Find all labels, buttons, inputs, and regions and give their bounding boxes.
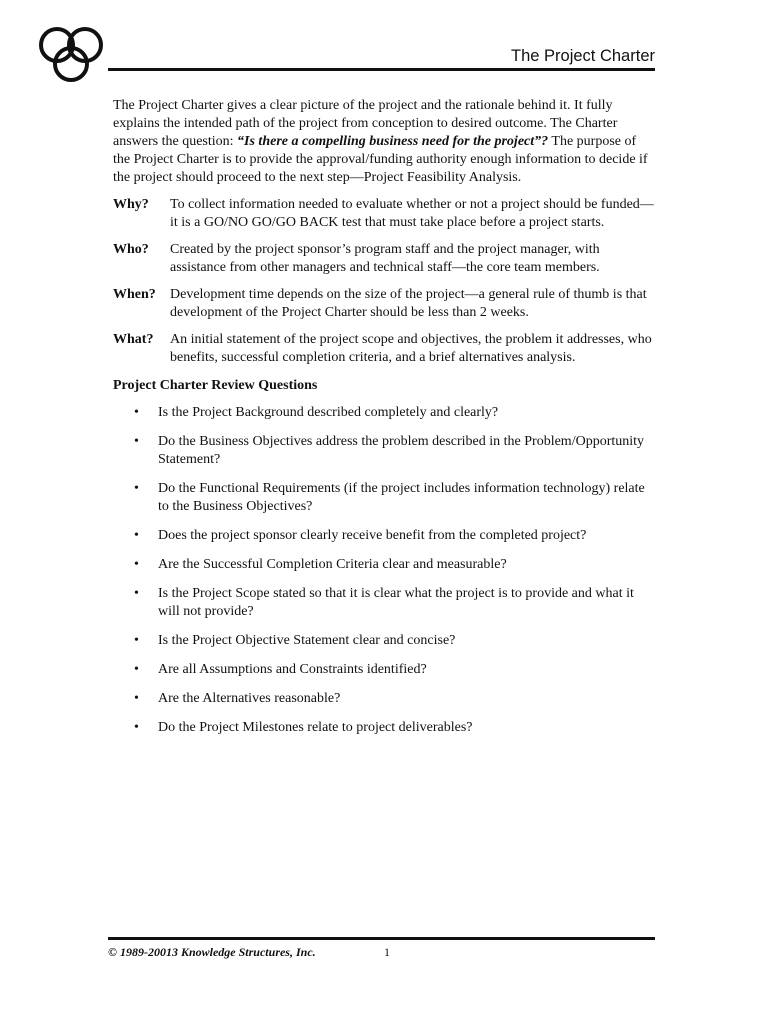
intro-text-after: The purpose of the Project Charter is to provide the approval/funding authority enough information to decide if the project should proceed to the next step—Project Feasibility Analysis. xyxy=(113,134,648,185)
qa-row-when xyxy=(113,286,656,322)
copyright-notice: © 1989-20013 Knowledge Structures, Inc. xyxy=(108,945,316,959)
bullet-icon: • xyxy=(134,720,139,735)
list-item xyxy=(113,433,656,469)
intro-question: “Is there a compelling business need for the project”? xyxy=(237,134,549,149)
review-questions-list xyxy=(113,404,656,737)
review-questions-heading: Project Charter Review Questions xyxy=(113,378,318,393)
qa-key: What? xyxy=(113,332,154,347)
question-text: Do the Functional Requirements (if the project includes information technology) relate to the Business Objectives? xyxy=(158,481,645,514)
question-text: Do the Business Objectives address the problem described in the Problem/Opportunity Statement? xyxy=(158,434,645,467)
list-item xyxy=(113,556,656,574)
list-item xyxy=(113,719,656,737)
page-title: The Project Charter xyxy=(511,47,655,65)
qa-row-who xyxy=(113,241,656,277)
bullet-icon: • xyxy=(134,691,139,706)
question-text: Are the Successful Completion Criteria clear and measurable? xyxy=(158,557,507,572)
qa-key: Why? xyxy=(113,197,149,212)
header-divider xyxy=(108,68,655,71)
list-item xyxy=(113,632,656,650)
bullet-icon: • xyxy=(134,528,139,543)
question-text: Is the Project Background described completely and clearly? xyxy=(158,405,499,420)
question-text: Is the Project Scope stated so that it is clear what the project is to provide and what it will not provide? xyxy=(158,586,634,619)
qa-text: Created by the project sponsor’s program staff and the project manager, with assistance from other managers and technical staff—the core team members. xyxy=(170,242,600,275)
intro-paragraph xyxy=(113,97,656,187)
rings-logo-icon xyxy=(38,24,106,82)
question-text: Are the Alternatives reasonable? xyxy=(158,691,341,706)
intro-text-before: The Project Charter gives a clear picture of the project and the rationale behind it. It fully explains the intended path of the project from conception to desired outcome. The Charter answers the question: xyxy=(113,98,618,149)
list-item xyxy=(113,661,656,679)
bullet-icon: • xyxy=(134,481,139,496)
qa-text: Development time depends on the size of the project—a general rule of thumb is that development of the Project Charter should be less than 2 weeks. xyxy=(170,287,647,320)
question-text: Is the Project Objective Statement clear and concise? xyxy=(158,633,456,648)
bullet-icon: • xyxy=(134,434,139,449)
question-text: Do the Project Milestones relate to project deliverables? xyxy=(158,720,473,735)
list-item xyxy=(113,585,656,621)
qa-row-what xyxy=(113,331,656,367)
qa-key: When? xyxy=(113,287,156,302)
list-item xyxy=(113,527,656,545)
bullet-icon: • xyxy=(134,557,139,572)
footer-divider xyxy=(108,937,655,940)
bullet-icon: • xyxy=(134,405,139,420)
question-text: Does the project sponsor clearly receive benefit from the completed project? xyxy=(158,528,587,543)
qa-row-why xyxy=(113,196,656,232)
bullet-icon: • xyxy=(134,586,139,601)
qa-text: An initial statement of the project scope and objectives, the problem it addresses, who benefits, successful completion criteria, and a brief alternatives analysis. xyxy=(170,332,652,365)
list-item xyxy=(113,690,656,708)
qa-key: Who? xyxy=(113,242,149,257)
list-item xyxy=(113,480,656,516)
document-body xyxy=(113,97,656,748)
bullet-icon: • xyxy=(134,662,139,677)
page-number: 1 xyxy=(384,945,390,959)
qa-text: To collect information needed to evaluate whether or not a project should be funded—it is a GO/NO GO/GO BACK test that must take place before a project starts. xyxy=(170,197,654,230)
list-item xyxy=(113,404,656,422)
question-text: Are all Assumptions and Constraints identified? xyxy=(158,662,427,677)
bullet-icon: • xyxy=(134,633,139,648)
